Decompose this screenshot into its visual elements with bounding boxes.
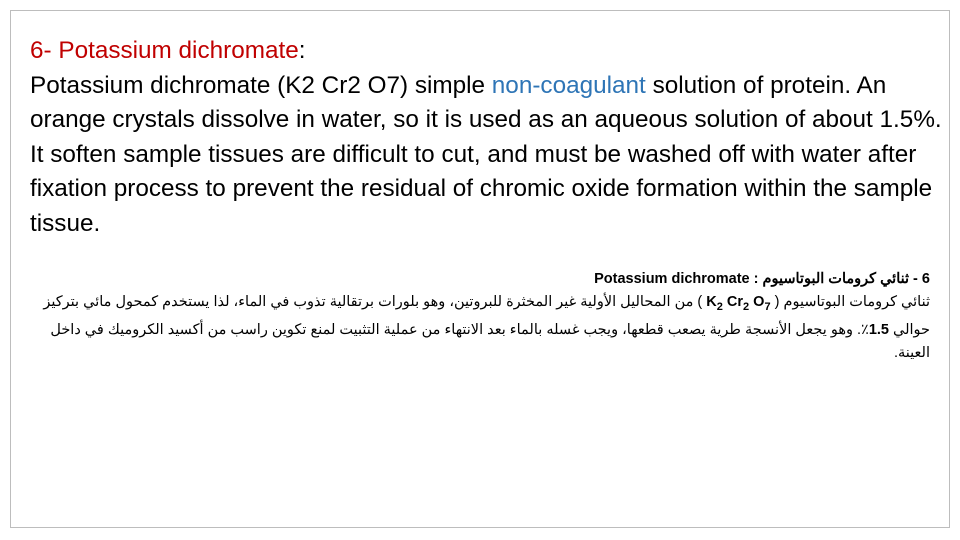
arabic-body-part: ٪. وهو يجعل الأنسجة طرية يصعب قطعها، ويجب غسله بالماء بعد الانتهاء من عملية التثبيت لمنع تكوين راسب من أكسيد الكروميك في داخل العينة. [50, 321, 930, 361]
arabic-body-part: ثنائي كرومات البوتاسيوم ( [770, 294, 930, 310]
formula-cr-sub: 2 [743, 300, 750, 313]
highlighted-term: non-coagulant [491, 71, 646, 99]
english-text-block [30, 34, 942, 242]
formula-k-sub: 2 [716, 300, 723, 313]
heading-title: Potassium dichromate [58, 37, 299, 64]
formula-o-sub: 7 [764, 300, 771, 313]
paragraph-part: Potassium dichromate (K2 Cr2 O7) simple [30, 71, 492, 99]
arabic-heading-prefix: 6 - ثنائي كرومات البوتاسيوم [762, 271, 930, 287]
formula-o: O [749, 294, 765, 310]
arabic-text-block [30, 268, 930, 365]
formula-cr: Cr [722, 294, 744, 310]
arabic-body-part: ) من المحاليل الأولية غير المخثرة للبروتين، وهو بلورات برتقالية تذوب في الماء، لذا يستخدم كمحول مائي بتركيز حوالي [43, 294, 930, 338]
heading-number: 6- [30, 37, 59, 64]
arabic-heading [30, 268, 930, 291]
paragraph-part: solution of protein. An orange crystals dissolve in water, so it is used as an aqueous solution of about 1.5%. It soften sample tissues are difficult to cut, and must be washed off with water after fixation process to prevent the residual of chromic oxide formation within the sample tissue. [30, 71, 942, 237]
formula-k: K [706, 294, 717, 310]
heading-colon: : [298, 37, 306, 64]
arabic-paragraph [30, 291, 930, 365]
percent-value: 1.5 [868, 321, 889, 338]
chemical-formula [706, 294, 771, 313]
arabic-heading-latin: Potassium dichromate : [594, 271, 759, 287]
